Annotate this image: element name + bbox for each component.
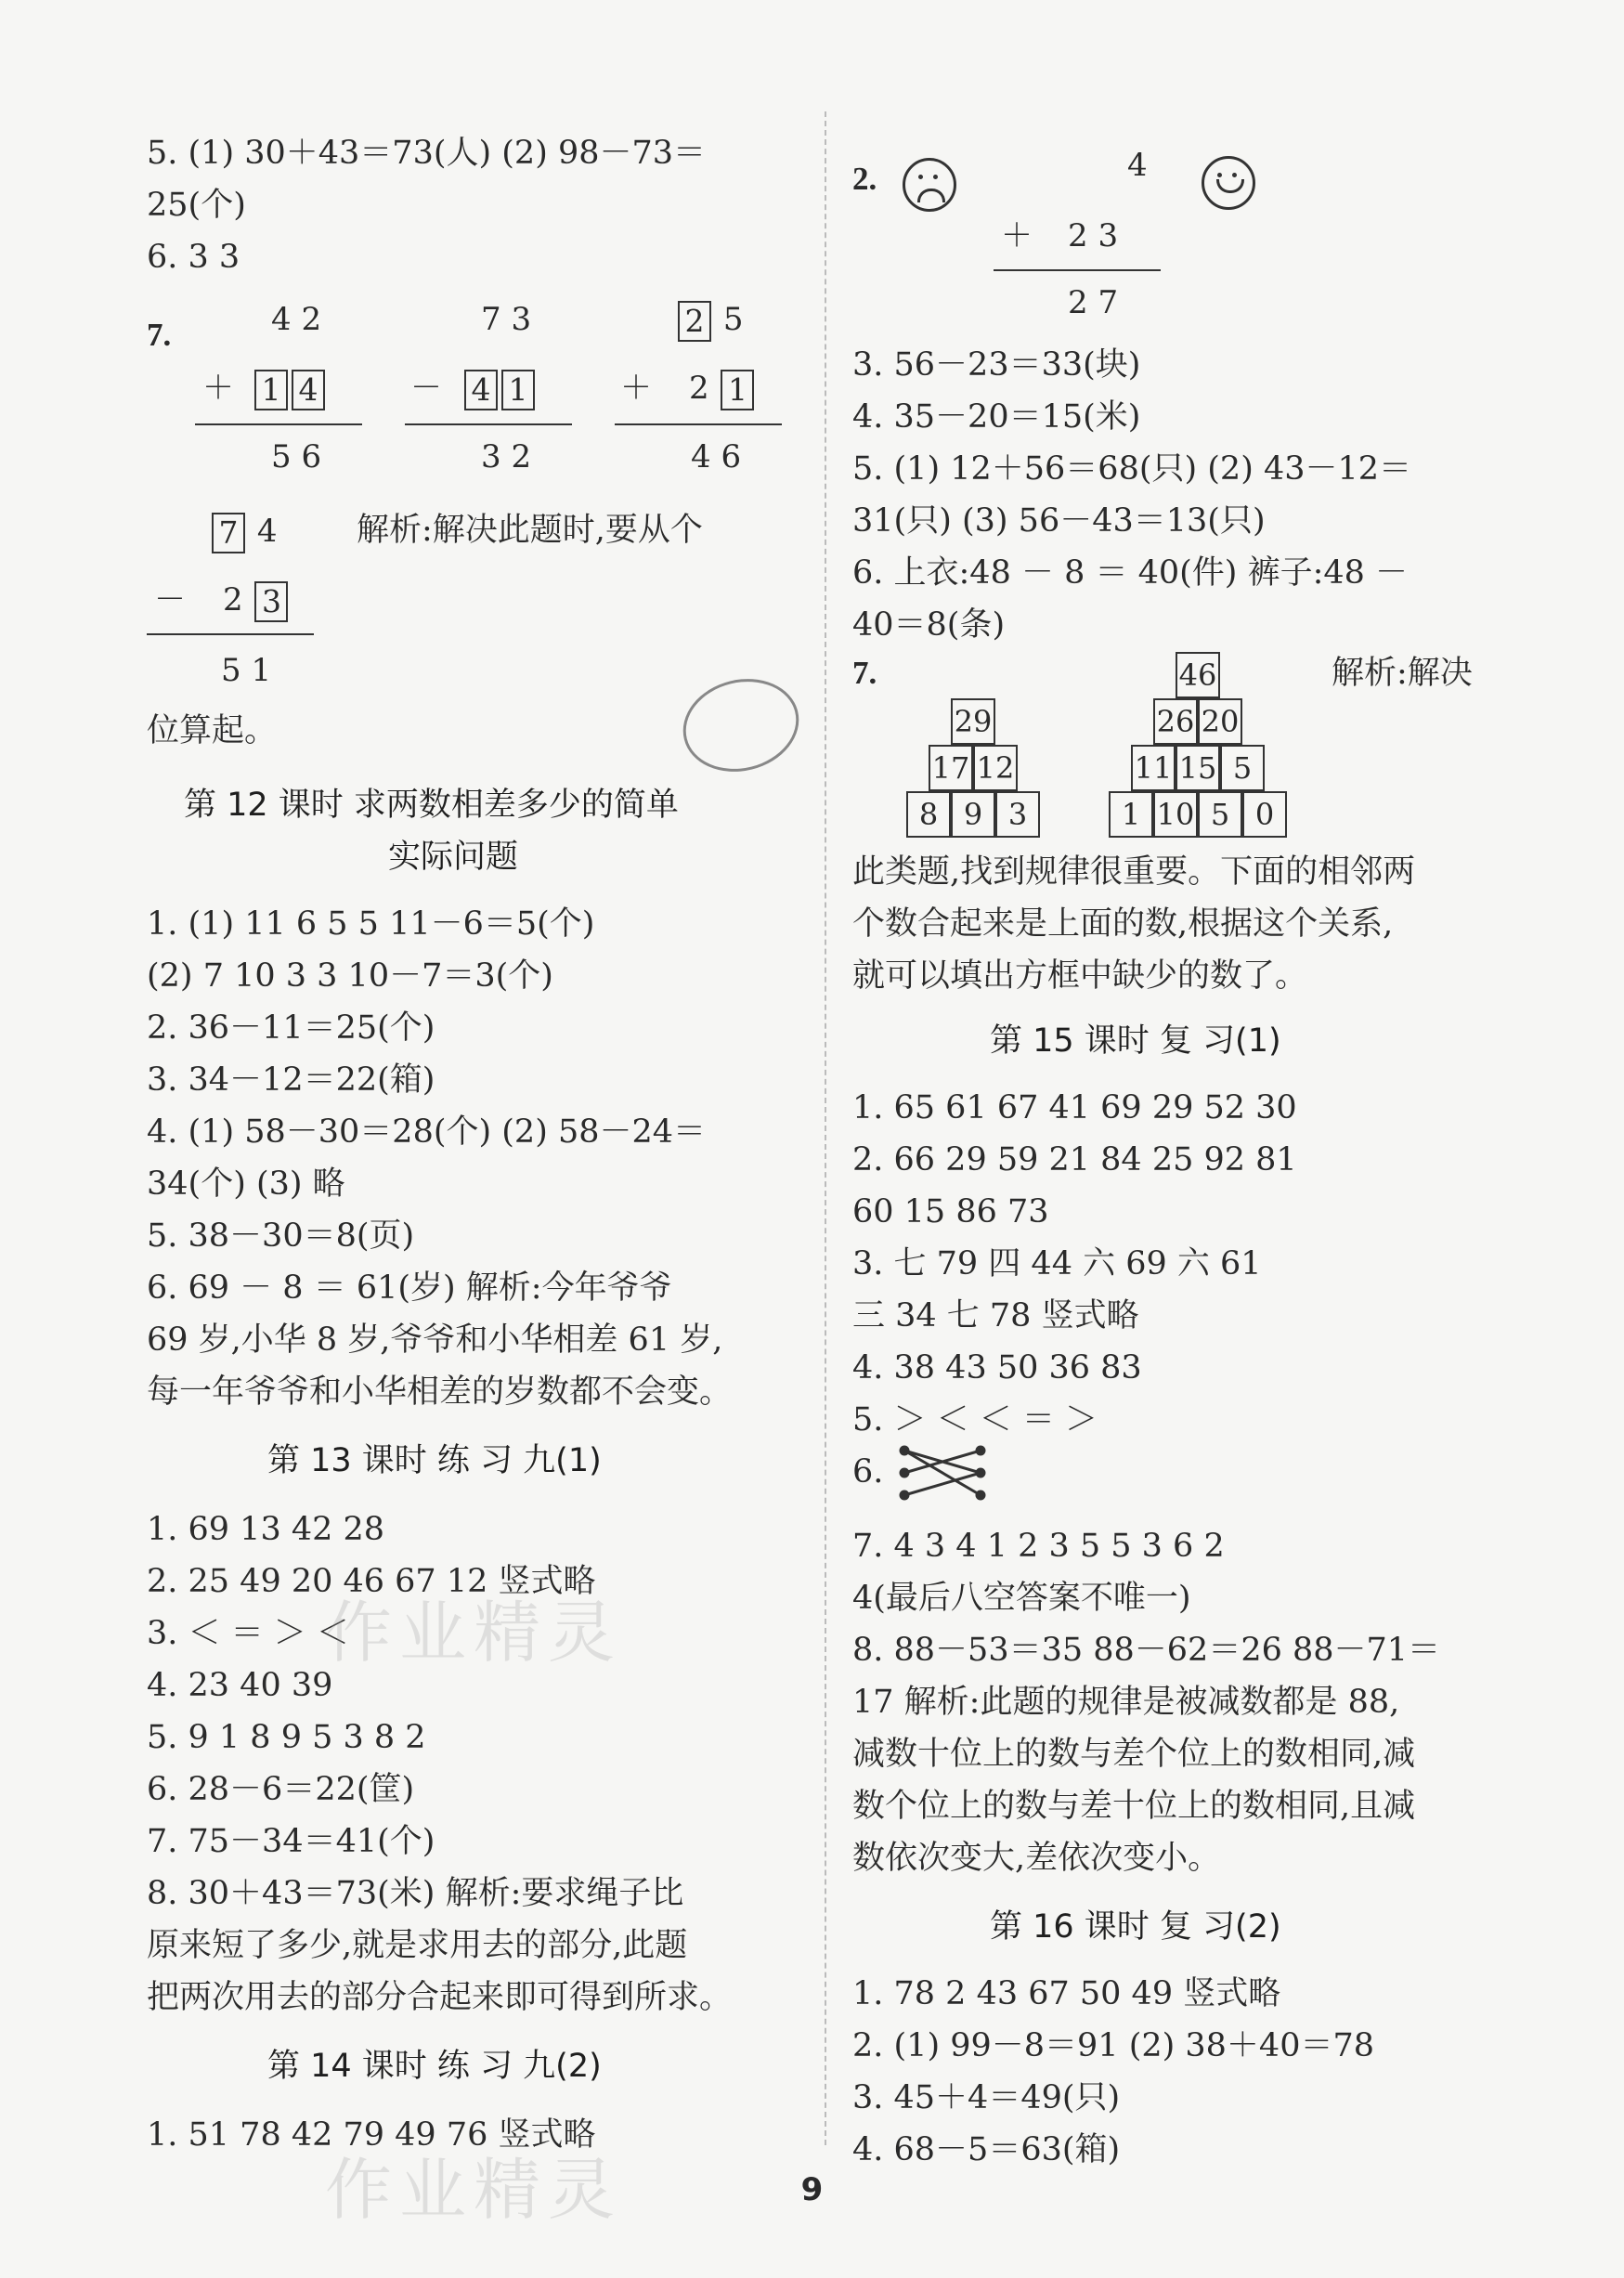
analysis-7-line3: 个数合起来是上面的数,根据这个关系,: [852, 905, 1394, 943]
operand-boxes: [253, 368, 327, 410]
lesson-13-heading: 第 13 课时 练 习 九(1): [267, 1442, 602, 1479]
lesson-15-answer: 17 解析:此题的规律是被减数都是 88,: [852, 1684, 1400, 1721]
lesson-12-answer: 5. 38－30＝8(页): [147, 1217, 415, 1255]
answer-line: 5. (1) 12＋56＝68(只) (2) 43－12＝: [852, 450, 1412, 488]
operator: ＋: [202, 370, 234, 407]
answer-line: 31(只) (3) 56－43＝13(只): [852, 502, 1266, 540]
lesson-15-answer: 4. 38 43 50 36 83: [852, 1349, 1142, 1386]
operator: ＋: [620, 370, 652, 407]
lesson-16-answer: 3. 45＋4＝49(只): [852, 2079, 1121, 2116]
column-divider: [825, 111, 826, 2145]
lesson-15-answer: 2. 66 29 59 21 84 25 92 81: [852, 1141, 1297, 1178]
answer-2-label: 2.: [852, 161, 877, 197]
pyramid-cell: 15: [1176, 745, 1220, 791]
pyramid-cell: 5: [1220, 745, 1265, 791]
lesson-16-answer: 4. 68－5＝63(箱): [852, 2131, 1121, 2168]
answer-box: 1: [721, 370, 754, 410]
digit: 5: [722, 301, 744, 338]
lesson-15-answer: 6.: [852, 1453, 884, 1490]
lesson-15-heading: 第 15 课时 复 习(1): [990, 1022, 1281, 1060]
result: 4 6: [691, 438, 742, 475]
pyramid-cell: 1: [1109, 791, 1153, 838]
answer-line: 40＝8(条): [852, 606, 1006, 644]
answer-7-label: 7.: [852, 655, 877, 691]
operand-top: [676, 299, 743, 342]
lesson-14-heading: 第 14 课时 练 习 九(2): [267, 2048, 602, 2085]
lesson-13-answer: 4. 23 40 39: [147, 1667, 333, 1704]
lesson-13-answer: 3. ＜ ＝ ＞ ＜: [147, 1615, 349, 1652]
operand-mid: [223, 579, 290, 622]
pyramid-cell: 10: [1153, 791, 1198, 838]
lesson-15-answer: 4(最后八空答案不唯一): [852, 1580, 1191, 1617]
result: 3 2: [481, 438, 532, 475]
smiley-face-icon: [1202, 156, 1255, 210]
operator: －: [410, 370, 442, 407]
pyramid-cell: 29: [951, 698, 995, 745]
analysis-7-line4: 就可以填出方框中缺少的数了。: [852, 957, 1308, 995]
pyramid-cell: 12: [973, 745, 1018, 791]
analysis-7-line1: 解析:解决此题时,要从个: [357, 512, 703, 549]
lesson-13-answer: 2. 25 49 20 46 67 12 竖式略: [147, 1563, 596, 1600]
lesson-16-heading: 第 16 课时 复 习(2): [990, 1908, 1281, 1946]
operand-top: 4 2: [271, 301, 322, 338]
answer-box: 1: [254, 370, 288, 410]
lesson-12-answer: 1. (1) 11 6 5 5 11－6＝5(个): [147, 905, 595, 943]
operand-boxes: [462, 368, 537, 410]
lesson-13-answer: 5. 9 1 8 9 5 3 8 2: [147, 1719, 426, 1756]
lesson-12-answer: 6. 69 － 8 ＝ 61(岁) 解析:今年爷爷: [147, 1269, 672, 1307]
operand-mid: [689, 368, 756, 410]
difference-line: [405, 423, 572, 425]
digit: 2: [689, 370, 709, 407]
lesson-15-answer: 3. 七 79 四 44 六 69 六 61: [852, 1245, 1262, 1282]
lesson-13-answer: 6. 28－6＝22(筐): [147, 1771, 415, 1808]
lesson-15-answer: 数依次变大,差依次变小。: [852, 1840, 1221, 1877]
answer-box: 4: [292, 370, 325, 410]
sum-line: [615, 423, 782, 425]
pyramid-cell: 3: [995, 791, 1040, 838]
answer-box: 7: [212, 513, 245, 553]
lesson-12-answer: 2. 36－11＝25(个): [147, 1009, 435, 1047]
lesson-15-answer: 数个位上的数与差十位上的数相同,且减: [852, 1788, 1416, 1825]
result: 5 1: [221, 652, 272, 689]
lesson-15-answer: 1. 65 61 67 41 69 29 52 30: [852, 1089, 1297, 1126]
answer-5-line1: 5. (1) 30＋43＝73(人) (2) 98－73＝: [147, 135, 707, 172]
result: 5 6: [271, 438, 322, 475]
answer-7-label: 7.: [147, 317, 172, 353]
sum-line: [994, 269, 1161, 271]
lesson-13-answer: 把两次用去的部分合起来即可得到所求。: [147, 1979, 733, 2016]
lesson-13-answer: 1. 69 13 42 28: [147, 1511, 385, 1548]
digit: 2: [223, 581, 243, 618]
answer-line: 4. 35－20＝15(米): [852, 398, 1141, 436]
answer-5-line2: 25(个): [147, 187, 246, 224]
operand-top: 7 3: [481, 301, 532, 338]
lesson-12-answer: 4. (1) 58－30＝28(个) (2) 58－24＝: [147, 1113, 707, 1151]
digit: 4: [256, 513, 278, 550]
answer-box: 2: [678, 301, 711, 342]
lesson-12-answer: 每一年爷爷和小华相差的岁数都不会变。: [147, 1373, 733, 1411]
page-number: 9: [800, 2171, 824, 2208]
lesson-15-answer: 减数十位上的数与差个位上的数相同,减: [852, 1736, 1416, 1773]
lesson-15-answer: 60 15 86 73: [852, 1193, 1049, 1230]
lesson-13-answer: 8. 30＋43＝73(米) 解析:要求绳子比: [147, 1875, 684, 1912]
stamp-logo: [673, 667, 809, 784]
answer-line: 6. 上衣:48 － 8 ＝ 40(件) 裤子:48 －: [852, 554, 1409, 592]
lesson-12-answer: 3. 34－12＝22(箱): [147, 1061, 435, 1099]
analysis-7-line1: 解析:解决: [1332, 655, 1473, 692]
sum-line: [195, 423, 362, 425]
answer-box: 4: [464, 370, 498, 410]
sad-face-icon: [903, 158, 956, 212]
lesson-12-heading: 第 12 课时 求两数相差多少的简单: [184, 787, 679, 824]
pyramid-cell: 20: [1198, 698, 1242, 745]
operator: －: [154, 581, 186, 618]
pyramid-cell: 17: [929, 745, 973, 791]
lesson-16-answer: 2. (1) 99－8＝91 (2) 38＋40＝78: [852, 2027, 1374, 2064]
watermark: 作业精灵: [325, 1594, 623, 1672]
pyramid-cell: 0: [1242, 791, 1287, 838]
lesson-12-answer: (2) 7 10 3 3 10－7＝3(个): [147, 957, 553, 995]
answer-box: 3: [254, 581, 288, 622]
lesson-15-answer: 三 34 七 78 竖式略: [852, 1297, 1139, 1334]
operand-mid: 2 3: [1068, 217, 1119, 254]
difference-line: [147, 633, 314, 635]
operator: ＋: [1001, 217, 1033, 254]
pyramid-cell: 46: [1176, 652, 1220, 698]
pyramid-cell: 11: [1131, 745, 1176, 791]
lesson-13-answer: 7. 75－34＝41(个): [147, 1823, 435, 1860]
result: 2 7: [1068, 284, 1119, 321]
lesson-12-answer: 34(个) (3) 略: [147, 1165, 345, 1203]
operand-top: 4: [1127, 147, 1148, 184]
lesson-13-answer: 原来短了多少,就是求用去的部分,此题: [147, 1927, 688, 1964]
watermark: 作业精灵: [325, 2151, 623, 2229]
analysis-7-line2: 此类题,找到规律很重要。下面的相邻两: [852, 853, 1416, 891]
pyramid-cell: 5: [1198, 791, 1242, 838]
lesson-15-answer: 5. ＞ ＜ ＜ ＝ ＞: [852, 1401, 1098, 1438]
operand-top: [210, 511, 277, 553]
lesson-16-answer: 1. 78 2 43 67 50 49 竖式略: [852, 1975, 1281, 2012]
lesson-15-answer: 7. 4 3 4 1 2 3 5 5 3 6 2: [852, 1528, 1225, 1565]
pyramid-cell: 26: [1153, 698, 1198, 745]
lesson-12-heading-cont: 实际问题: [388, 839, 519, 876]
analysis-7-line2: 位算起。: [147, 712, 278, 749]
answer-6: 6. 3 3: [147, 239, 240, 276]
lesson-15-answer: 8. 88－53＝35 88－62＝26 88－71＝: [852, 1632, 1441, 1669]
matching-lines-diagram: [897, 1443, 990, 1504]
pyramid-cell: 8: [906, 791, 951, 838]
lesson-14-answer: 1. 51 78 42 79 49 76 竖式略: [147, 2116, 596, 2154]
lesson-12-answer: 69 岁,小华 8 岁,爷爷和小华相差 61 岁,: [147, 1321, 723, 1359]
answer-box: 1: [501, 370, 535, 410]
pyramid-cell: 9: [951, 791, 995, 838]
answer-line: 3. 56－23＝33(块): [852, 346, 1141, 384]
